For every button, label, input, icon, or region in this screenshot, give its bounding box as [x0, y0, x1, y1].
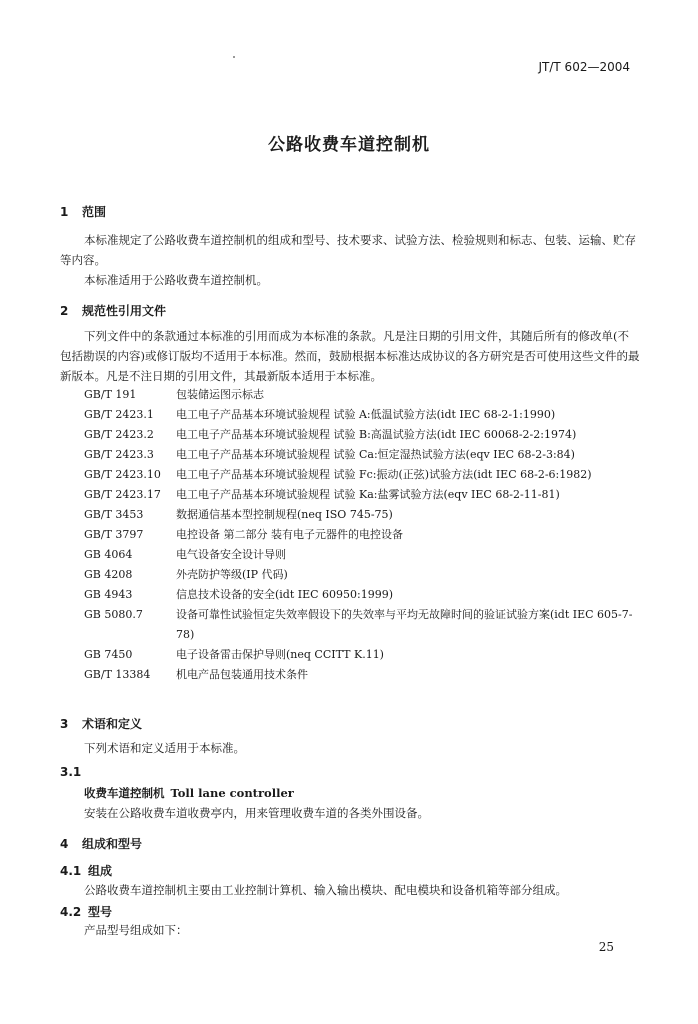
reference-item [84, 445, 644, 465]
reference-title: 包装储运图示标志 [176, 388, 264, 401]
reference-item [84, 605, 644, 645]
reference-title: 机电产品包装通用技术条件 [176, 668, 308, 681]
reference-code: GB/T 2423.1 [84, 408, 154, 421]
subsection-title: 组成 [88, 864, 113, 878]
term-english: Toll lane controller [170, 786, 294, 800]
reference-title: 电工电子产品基本环境试验规程 试验 B:高温试验方法(idt IEC 60068-2-2:1974) [176, 428, 577, 441]
model-paragraph: 产品型号组成如下： [84, 923, 188, 937]
reference-item [84, 545, 644, 565]
reference-code: GB/T 2423.2 [84, 428, 154, 441]
reference-title: 电工电子产品基本环境试验规程 试验 Fc:振动(正弦)试验方法(idt IEC 68-2-6:1982) [176, 468, 592, 481]
standard-number: JT/T 602—2004 [538, 60, 630, 74]
subsection-3-1-number: 3.1 [60, 765, 82, 779]
reference-item [84, 385, 644, 405]
section-number: 1 [60, 205, 69, 219]
reference-title: 电子设备雷击保护导则(neq CCITT K.11) [176, 648, 384, 661]
section-4-heading [60, 835, 142, 852]
reference-code: GB 5080.7 [84, 608, 143, 621]
reference-code: GB/T 191 [84, 388, 137, 401]
reference-title: 数据通信基本型控制规程(neq ISO 745-75) [176, 508, 393, 521]
reference-title: 电气设备安全设计导则 [176, 548, 286, 561]
section-title: 规范性引用文件 [82, 304, 167, 318]
term-chinese: 收费车道控制机 [84, 786, 165, 800]
reference-code: GB/T 13384 [84, 668, 151, 681]
reference-title: 电控设备 第二部分 装有电子元器件的电控设备 [176, 528, 403, 541]
reference-list [84, 385, 644, 685]
reference-code: GB 7450 [84, 648, 133, 661]
reference-item [84, 665, 644, 685]
reference-code: GB/T 3453 [84, 508, 144, 521]
reference-title: 电工电子产品基本环境试验规程 试验 A:低温试验方法(idt IEC 68-2-1:1990) [176, 408, 556, 421]
section-3-heading [60, 715, 142, 732]
section-number: 2 [60, 304, 69, 318]
scope-applicability: 本标准适用于公路收费车道控制机。 [84, 273, 268, 287]
reference-code: GB 4208 [84, 568, 133, 581]
section-number: 4 [60, 837, 69, 851]
reference-item [84, 525, 644, 545]
reference-code: GB 4064 [84, 548, 133, 561]
terms-intro: 下列术语和定义适用于本标准。 [84, 741, 245, 755]
section-title: 组成和型号 [82, 837, 143, 851]
reference-title: 电工电子产品基本环境试验规程 试验 Ka:盐雾试验方法(eqv IEC 68-2-11-81) [176, 488, 560, 501]
document-title: 公路收费车道控制机 [268, 135, 430, 155]
section-2-heading [60, 302, 166, 319]
term-definition: 安装在公路收费车道收费亭内，用来管理收费车道的各类外围设备。 [84, 806, 429, 820]
section-number: 3 [60, 717, 69, 731]
section-1-heading [60, 203, 106, 220]
reference-item [84, 565, 644, 585]
reference-item [84, 505, 644, 525]
subsection-4-2-heading [60, 903, 112, 920]
reference-code: GB/T 2423.17 [84, 488, 161, 501]
reference-code: GB 4943 [84, 588, 133, 601]
scope-paragraph: 本标准规定了公路收费车道控制机的组成和型号、技术要求、试验方法、检验规则和标志、包装、运输、贮存等内容。 [60, 233, 636, 267]
subsection-4-1-heading [60, 862, 112, 879]
reference-item [84, 465, 644, 485]
subsection-title: 型号 [88, 905, 113, 919]
section-title: 范围 [82, 205, 107, 219]
reference-title: 信息技术设备的安全(idt IEC 60950:1999) [176, 588, 394, 601]
normative-references-intro: 下列文件中的条款通过本标准的引用而成为本标准的条款。凡是注日期的引用文件，其随后所有的修改单(不包括勘误的内容)或修订版均不适用于本标准。然而，鼓励根据本标准达成协议的各方研究是否可使用这些文件的最新版本。凡是不注日期的引用文件，其最新版本适用于本标准。 [60, 329, 640, 383]
scan-speck [233, 56, 235, 58]
reference-title: 设备可靠性试验恒定失效率假设下的失效率与平均无故障时间的验证试验方案(idt IEC 605-7-78) [176, 608, 633, 641]
reference-code: GB/T 3797 [84, 528, 144, 541]
reference-code: GB/T 2423.3 [84, 448, 154, 461]
composition-paragraph: 公路收费车道控制机主要由工业控制计算机、输入输出模块、配电模块和设备机箱等部分组成。 [84, 883, 567, 897]
section-title: 术语和定义 [82, 717, 143, 731]
reference-item [84, 585, 644, 605]
subsection-number: 4.1 [60, 864, 82, 878]
page-number: 25 [598, 940, 614, 954]
reference-title: 电工电子产品基本环境试验规程 试验 Ca:恒定湿热试验方法(eqv IEC 68-2-3:84) [176, 448, 575, 461]
reference-code: GB/T 2423.10 [84, 468, 161, 481]
subsection-number: 4.2 [60, 905, 82, 919]
reference-item [84, 425, 644, 445]
reference-item [84, 485, 644, 505]
reference-item [84, 645, 644, 665]
reference-item [84, 405, 644, 425]
term-heading [84, 785, 294, 801]
reference-title: 外壳防护等级(IP 代码) [176, 568, 288, 581]
